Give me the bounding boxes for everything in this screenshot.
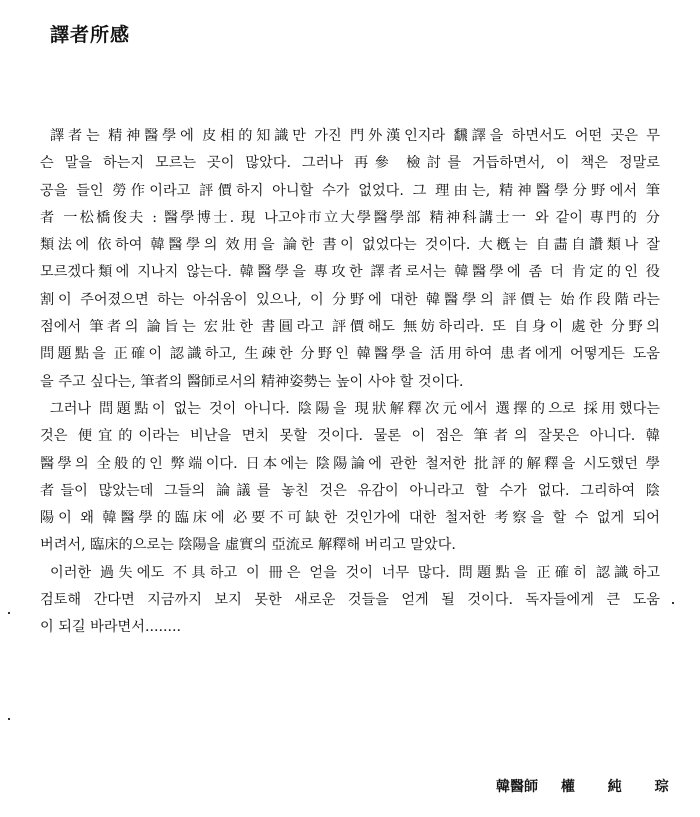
text-line: 검토해 간다면 지금까지 보지 못한 새로운 것들을 얻게 될 것이다. 독자들에게 큰 도움 xyxy=(40,592,660,609)
text-line: 醫學의 全般的인 弊端이다. 日本에는 陰陽論에 관한 철저한 批評的解釋을 시도했던 學 xyxy=(40,455,660,472)
text-line: 모르겠다類에 지나지 않는다. 韓醫學을 專攻한 譯者로서는 韓醫學에 좀 더 肯定的인 役 xyxy=(40,264,660,281)
signature-name: 權 純 琮 xyxy=(560,779,683,795)
body-text xyxy=(40,123,660,642)
text-line: 슨 말을 하는지 모르는 곳이 많았다. 그러나 再參 檢討를 거듭하면서, 이 책은 정말로 xyxy=(40,155,660,172)
text-line: 이러한 過失에도 不具하고 이 冊은 얻을 것이 너무 많다. 問題點을 正確히 認識하고 xyxy=(50,564,660,581)
signature xyxy=(496,776,683,796)
scan-speck xyxy=(8,612,10,614)
text-line: 陽이 왜 韓醫學的臨床에 必要不可缺한 것인가에 대한 철저한 考察을 할 수 없게 되어 xyxy=(40,510,660,527)
text-line: 버려서, 臨床的으로는 陰陽을 虛實의 亞流로 解釋해 버리고 말았다. xyxy=(40,537,456,554)
text-line: 者들이 많았는데 그들의 論議를 놓친 것은 유감이 아니라고 할 수가 없다. 그리하여 陰 xyxy=(40,482,660,499)
paragraph-3 xyxy=(40,560,660,642)
page-title: 譯者所感 xyxy=(50,24,131,46)
paragraph-2 xyxy=(40,396,660,560)
paragraph-1 xyxy=(40,123,660,396)
text-line: 問題點을 正確이 認識하고, 生疎한 分野인 韓醫學을 活用하여 患者에게 어떻게든 도움 xyxy=(40,346,660,363)
text-line: 공을 들인 勞作이라고 評價하지 아니할 수가 없었다. 그 理由는, 精神醫學分野에서 筆 xyxy=(40,182,660,199)
text-line: 者 一松橋俊夫 : 醫學博士. 現 나고야市立大學醫學部 精神科講士一 와 같이 專門的 分 xyxy=(40,209,660,226)
text-line: 譯者는 精神醫學에 皮相的知識만 가진 門外漢인지라 飜譯을 하면서도 어떤 곳은 무 xyxy=(50,128,660,144)
text-line: 이 되길 바라면서........ xyxy=(40,619,182,636)
text-line: 그러나 問題點이 없는 것이 아니다. 陰陽을 現狀解釋次元에서 選擇的으로 採用했다는 xyxy=(50,400,660,417)
scan-speck xyxy=(8,718,10,720)
text-line: 類法에 依하여 韓醫學의 效用을 論한 書이 없었다는 것이다. 大槪는 自畵自讚類나 잘 xyxy=(40,237,660,254)
text-line: 割이 주어졌으면 하는 아쉬움이 있으나, 이 分野에 대한 韓醫學의 評價는 始作段階라는 xyxy=(40,291,660,308)
text-line: 것은 便宜的이라는 비난을 면치 못할 것이다. 물론 이 점은 筆者의 잘못은 아니다. 韓 xyxy=(40,428,660,445)
signature-role: 韓醫師 xyxy=(496,779,538,795)
text-line: 을 주고 싶다는, 筆者의 醫師로서의 精神姿勢는 높이 사야 할 것이다. xyxy=(40,373,464,390)
text-line: 점에서 筆者의 論旨는 宏壯한 書圓라고 評價해도 無妨하리라. 또 自身이 處한 分野의 xyxy=(40,319,660,336)
scan-speck xyxy=(672,602,674,604)
